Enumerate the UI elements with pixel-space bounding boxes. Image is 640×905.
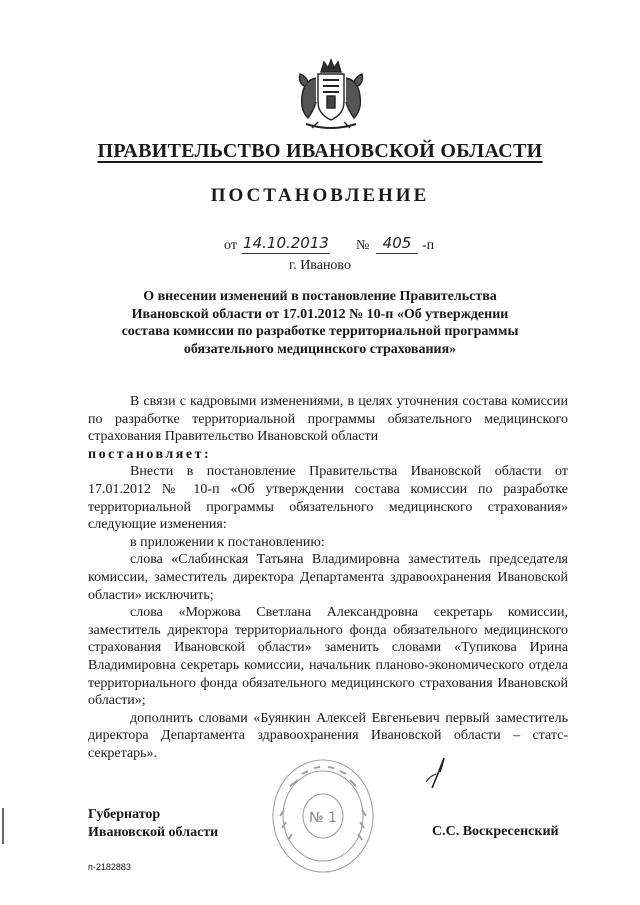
margin-mark [2,808,4,844]
signatory-position [88,806,218,841]
document-date: 14.10.2013 [243,234,329,252]
signatory-position-line1: Губернатор [88,807,161,822]
document-type-heading: ПОСТАНОВЛЕНИЕ [210,185,430,206]
body-paragraph-4: слова «Слабинская Татьяна Владимировна заместитель председателя комиссии, заместитель директора Департамента здравоохранения Ивановской области» исключить; [88,552,568,603]
signatory-position-line2: Ивановской области [88,824,219,840]
body-paragraph-2: Внести в постановление Правительства Ивановской области от 17.01.2012 № 10-п «Об утверждении состава комиссии по разработке территориальной программы обязательного медицинского страхования» следующие изменения: [88,464,568,533]
stamp-number: № 1 [309,810,337,826]
handwritten-signature [418,752,458,792]
coat-of-arms-emblem [294,58,368,136]
body-paragraph-5: слова «Моржова Светлана Александровна секретарь комиссии, заместитель директора территориального фонда обязательного медицинского страхования Ивановской области» заменить словами «Тупикова Ирина Владимировна секретарь комиссии, начальник планово-экономического отдела территориального фонда обязательного медицинского страхования Ивановской области»; [88,605,568,709]
date-number-line [224,236,484,258]
document-body [88,393,568,762]
footer-document-number: п-2182883 [88,862,131,872]
body-paragraph-6: дополнить словами «Буянкин Алексей Евгеньевич первый заместитель директора Департамента здравоохранения Ивановской области – статс-секретарь». [88,710,568,761]
document-number: 405 [376,234,418,254]
resolves-line [88,446,568,464]
signatory-name: С.С. Воскресенский [432,824,559,839]
official-stamp [268,756,378,876]
city-name: г. Иваново [289,258,351,273]
body-paragraph-3: в приложении к постановлению: [130,534,325,550]
body-paragraph-1: В связи с кадровыми изменениями, в целях уточнения состава комиссии по разработке территориальной программы обязательного медицинского страхования Правительство Ивановской области [88,394,568,445]
resolves-word: постановляет: [88,446,212,462]
document-subject: О внесении изменений в постановление Правительства Ивановской области от 17.01.2012 № 10-п «Об утверждении состава комиссии по разработке территориальной программы обязательного медицинского страхования» [121,289,519,357]
number-label: № [356,238,370,253]
government-title: ПРАВИТЕЛЬСТВО ИВАНОВСКОЙ ОБЛАСТИ [97,140,543,162]
date-prefix: от [224,238,237,253]
number-suffix: -п [422,238,435,253]
